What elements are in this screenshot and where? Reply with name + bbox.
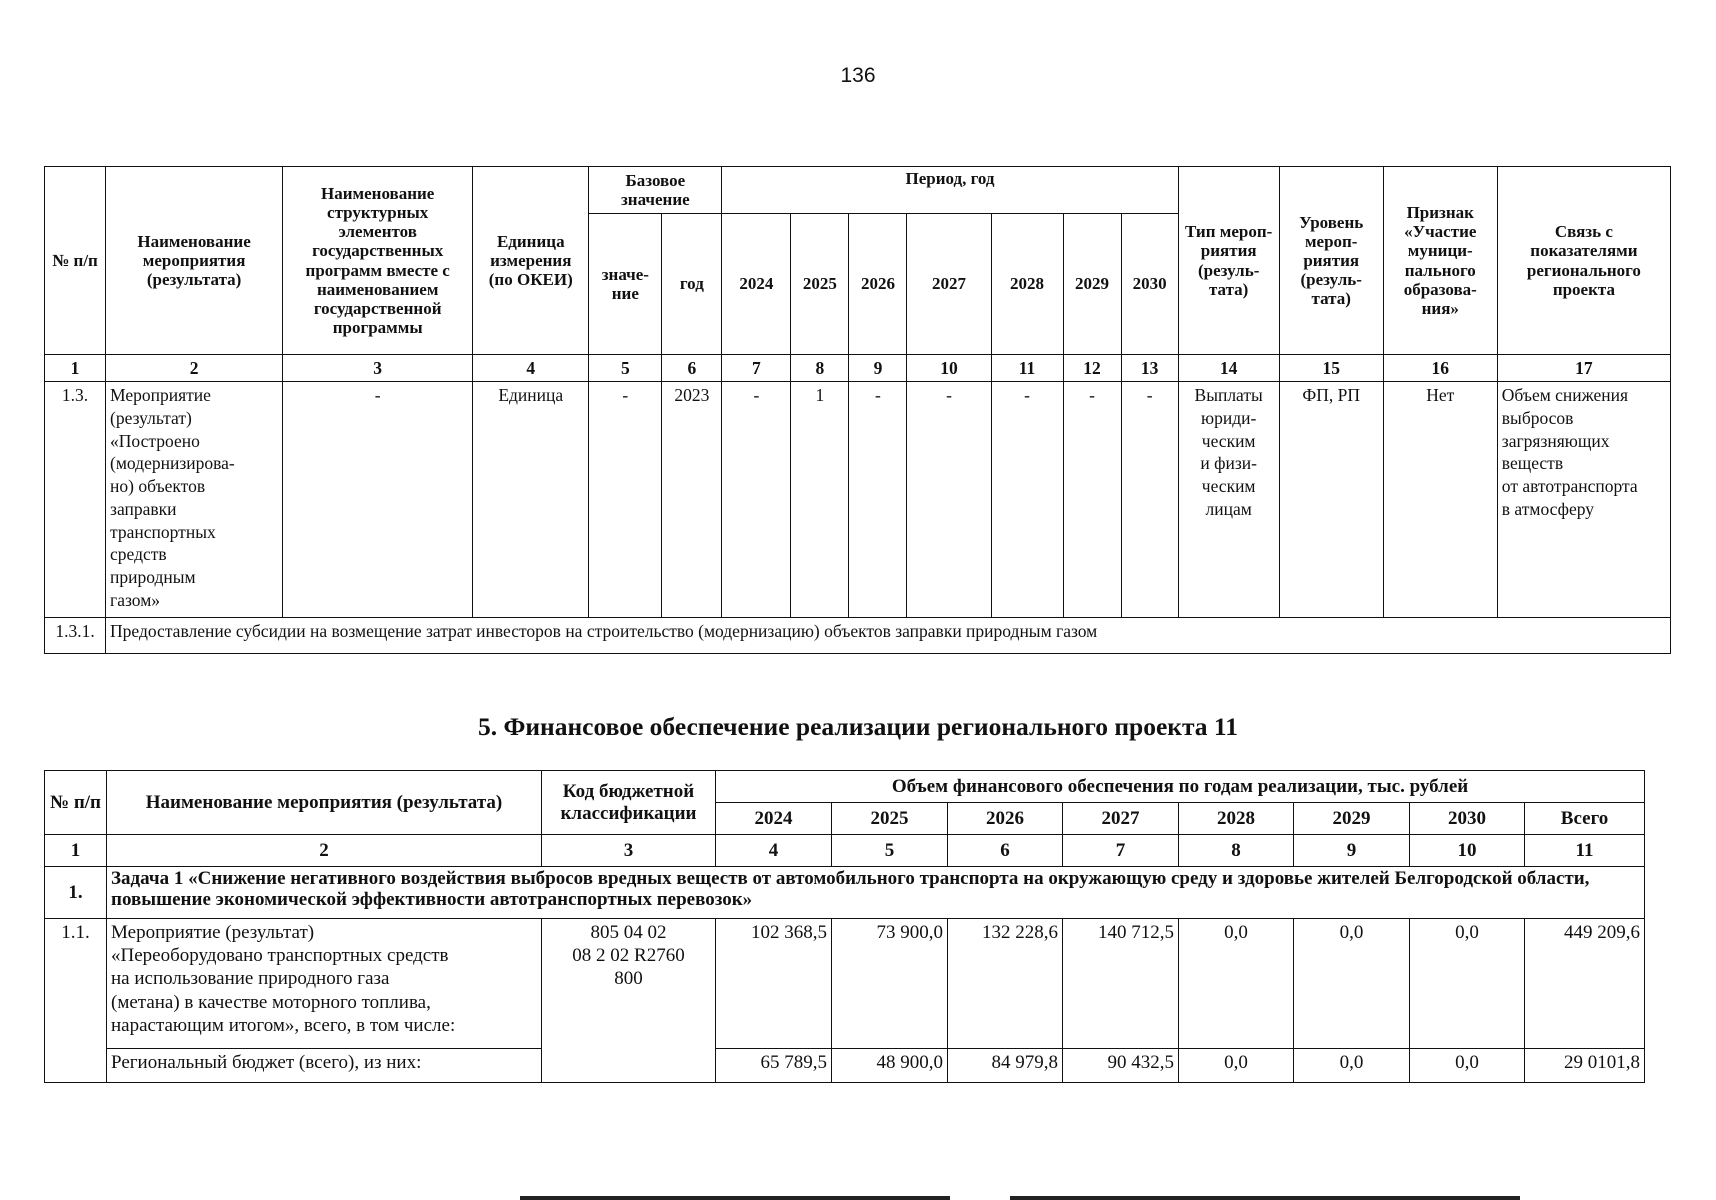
column-numbers-row xyxy=(45,355,1671,382)
header-volume: Объем финансового обеспечения по годам реализации, тыс. рублей xyxy=(716,771,1645,803)
col-number: 11 xyxy=(1525,835,1645,867)
activities-table xyxy=(44,166,1671,654)
amount-cell: 0,0 xyxy=(1410,1049,1525,1083)
code-line: 08 2 02 R2760 xyxy=(572,945,685,967)
header-num: № п/п xyxy=(45,771,107,835)
name-line: транспортных xyxy=(110,521,216,542)
amount-cell: 0,0 xyxy=(1179,919,1294,1049)
header-unit: Единица измерения (по ОКЕИ) xyxy=(473,167,589,355)
row-num: 1.3. xyxy=(45,382,106,618)
link-line: веществ xyxy=(1501,453,1564,474)
amount-cell: 90 432,5 xyxy=(1063,1049,1179,1083)
header-name: Наименование мероприятия (результата) xyxy=(107,771,542,835)
header-total: Всего xyxy=(1525,803,1645,835)
header-year: 2027 xyxy=(1063,803,1179,835)
table-row xyxy=(45,1049,1645,1083)
name-line: но) объектов xyxy=(110,476,206,496)
col-number: 1 xyxy=(45,355,106,382)
col-number: 16 xyxy=(1383,355,1497,382)
row-unit: Единица xyxy=(473,382,589,618)
link-line: загрязняющих xyxy=(1501,430,1610,451)
col-number: 4 xyxy=(716,835,832,867)
row-type xyxy=(1178,382,1279,618)
header-type: Тип мероп-риятия (резуль-тата) xyxy=(1178,167,1279,355)
header-year: 2025 xyxy=(832,803,948,835)
header-year: 2030 xyxy=(1410,803,1525,835)
col-number: 10 xyxy=(907,355,991,382)
col-number: 7 xyxy=(1063,835,1179,867)
row-base-year: 2023 xyxy=(662,382,722,618)
scan-edge-line xyxy=(1010,1196,1520,1200)
row-year-value: 1 xyxy=(791,382,849,618)
row-link xyxy=(1497,382,1670,618)
name-line: «Переоборудовано транспортных средств xyxy=(111,945,449,967)
link-line: в атмосферу xyxy=(1501,498,1595,519)
task-row xyxy=(45,867,1645,919)
name-line: природным xyxy=(110,567,196,587)
header-year: 2024 xyxy=(716,803,832,835)
header-structural-elements: Наименование структурных элементов государственных программ вместе с наименованием государственной программы xyxy=(283,167,473,355)
row-year-value: - xyxy=(849,382,907,618)
col-number: 11 xyxy=(991,355,1063,382)
header-year: 2028 xyxy=(991,214,1063,355)
amount-cell: 132 228,6 xyxy=(948,919,1063,1049)
header-year: 2029 xyxy=(1294,803,1410,835)
name-line: средств xyxy=(110,544,167,565)
table-row xyxy=(45,382,1671,618)
row-struct: - xyxy=(283,382,473,618)
row-year-value: - xyxy=(1063,382,1121,618)
col-number: 8 xyxy=(791,355,849,382)
col-number: 8 xyxy=(1179,835,1294,867)
link-line: от автотранспорта xyxy=(1501,476,1638,496)
amount-cell: 48 900,0 xyxy=(832,1049,948,1083)
row-year-value: - xyxy=(722,382,791,618)
row-year-value: - xyxy=(991,382,1063,618)
col-number: 5 xyxy=(832,835,948,867)
header-year: 2029 xyxy=(1063,214,1121,355)
type-line: юриди- xyxy=(1201,407,1257,428)
header-period: Период, год xyxy=(722,167,1178,214)
link-line: Объем снижения xyxy=(1501,385,1629,405)
row-code xyxy=(542,919,716,1083)
amount-cell: 73 900,0 xyxy=(832,919,948,1049)
col-number: 15 xyxy=(1279,355,1383,382)
amount-cell: 65 789,5 xyxy=(716,1049,832,1083)
header-base-year: год xyxy=(662,214,722,355)
col-number: 3 xyxy=(283,355,473,382)
col-number: 13 xyxy=(1121,355,1178,382)
col-number: 4 xyxy=(473,355,589,382)
financing-table xyxy=(44,770,1645,1083)
scan-edge-line xyxy=(520,1196,950,1200)
col-number: 10 xyxy=(1410,835,1525,867)
col-number: 9 xyxy=(1294,835,1410,867)
amount-cell: 0,0 xyxy=(1294,1049,1410,1083)
row-year-value: - xyxy=(1121,382,1178,618)
link-line: выбросов xyxy=(1501,407,1574,428)
amount-cell: 0,0 xyxy=(1410,919,1525,1049)
col-number: 6 xyxy=(662,355,722,382)
col-number: 2 xyxy=(106,355,283,382)
type-line: и физи- xyxy=(1200,453,1257,474)
header-name: Наименование мероприятия (результата) xyxy=(106,167,283,355)
name-line: (метана) в качестве моторного топлива, xyxy=(111,991,431,1013)
col-number: 3 xyxy=(542,835,716,867)
name-line: газом» xyxy=(110,589,161,610)
row-year-value: - xyxy=(907,382,991,618)
header-level: Уровень мероп-риятия (резуль-тата) xyxy=(1279,167,1383,355)
amount-cell: 102 368,5 xyxy=(716,919,832,1049)
col-number: 2 xyxy=(107,835,542,867)
type-line: ческим xyxy=(1201,430,1256,451)
header-code: Код бюджетной классификации xyxy=(542,771,716,835)
row-num: 1.1. xyxy=(45,919,107,1083)
row-base-value: - xyxy=(589,382,662,618)
amount-cell: 140 712,5 xyxy=(1063,919,1179,1049)
col-number: 17 xyxy=(1497,355,1670,382)
row-level: ФП, РП xyxy=(1279,382,1383,618)
row-name xyxy=(107,919,542,1049)
name-line: Мероприятие xyxy=(110,385,211,405)
name-line: Мероприятие (результат) xyxy=(111,922,315,943)
col-number: 12 xyxy=(1063,355,1121,382)
column-numbers-row xyxy=(45,835,1645,867)
subrow-num: 1.3.1. xyxy=(45,618,106,654)
row-sign: Нет xyxy=(1383,382,1497,618)
amount-cell: 84 979,8 xyxy=(948,1049,1063,1083)
header-link: Связь с показателями регионального проекта xyxy=(1497,167,1670,355)
header-year: 2030 xyxy=(1121,214,1178,355)
header-year: 2028 xyxy=(1179,803,1294,835)
header-year: 2026 xyxy=(849,214,907,355)
amount-cell: 0,0 xyxy=(1179,1049,1294,1083)
task-num: 1. xyxy=(45,867,107,919)
col-number: 1 xyxy=(45,835,107,867)
header-num: № п/п xyxy=(45,167,106,355)
type-line: лицам xyxy=(1205,498,1252,519)
type-line: ческим xyxy=(1201,476,1256,496)
header-year: 2026 xyxy=(948,803,1063,835)
col-number: 6 xyxy=(948,835,1063,867)
name-line: «Построено xyxy=(110,430,200,451)
code-line: 805 04 02 xyxy=(590,922,667,943)
col-number: 7 xyxy=(722,355,791,382)
table-row xyxy=(45,618,1671,654)
col-number: 9 xyxy=(849,355,907,382)
subrow-text: Предоставление субсидии на возмещение затрат инвесторов на строительство (модернизацию) объектов заправки природным газом xyxy=(106,618,1671,654)
task-text: Задача 1 «Снижение негативного воздействия выбросов вредных веществ от автомобильного транспорта на окружающую среду и здоровье жителей Белгородской области, повышение экономической эффективности автотранспортных перевозок» xyxy=(107,867,1645,919)
code-line: 800 xyxy=(614,968,643,990)
name-line: заправки xyxy=(110,498,177,519)
header-base: Базовое значение xyxy=(589,167,722,214)
row-name: Региональный бюджет (всего), из них: xyxy=(107,1049,542,1083)
name-line: (результат) xyxy=(110,407,192,428)
header-year: 2027 xyxy=(907,214,991,355)
section-title: 5. Финансовое обеспечение реализации регионального проекта 11 xyxy=(477,712,1239,741)
type-line: Выплаты xyxy=(1194,385,1263,405)
header-year: 2024 xyxy=(722,214,791,355)
page-number: 136 xyxy=(840,64,876,87)
header-sign: Признак «Участие муници-пального образова-ния» xyxy=(1383,167,1497,355)
name-line: нарастающим итогом», всего, в том числе: xyxy=(111,1014,456,1036)
col-number: 5 xyxy=(589,355,662,382)
amount-total: 29 0101,8 xyxy=(1525,1049,1645,1083)
amount-total: 449 209,6 xyxy=(1525,919,1645,1049)
table-row xyxy=(45,919,1645,1049)
header-base-value: значе-ние xyxy=(589,214,662,355)
col-number: 14 xyxy=(1178,355,1279,382)
name-line: на использование природного газа xyxy=(111,968,390,990)
amount-cell: 0,0 xyxy=(1294,919,1410,1049)
name-line: (модернизирова- xyxy=(110,453,235,474)
row-name xyxy=(106,382,283,618)
header-year: 2025 xyxy=(791,214,849,355)
